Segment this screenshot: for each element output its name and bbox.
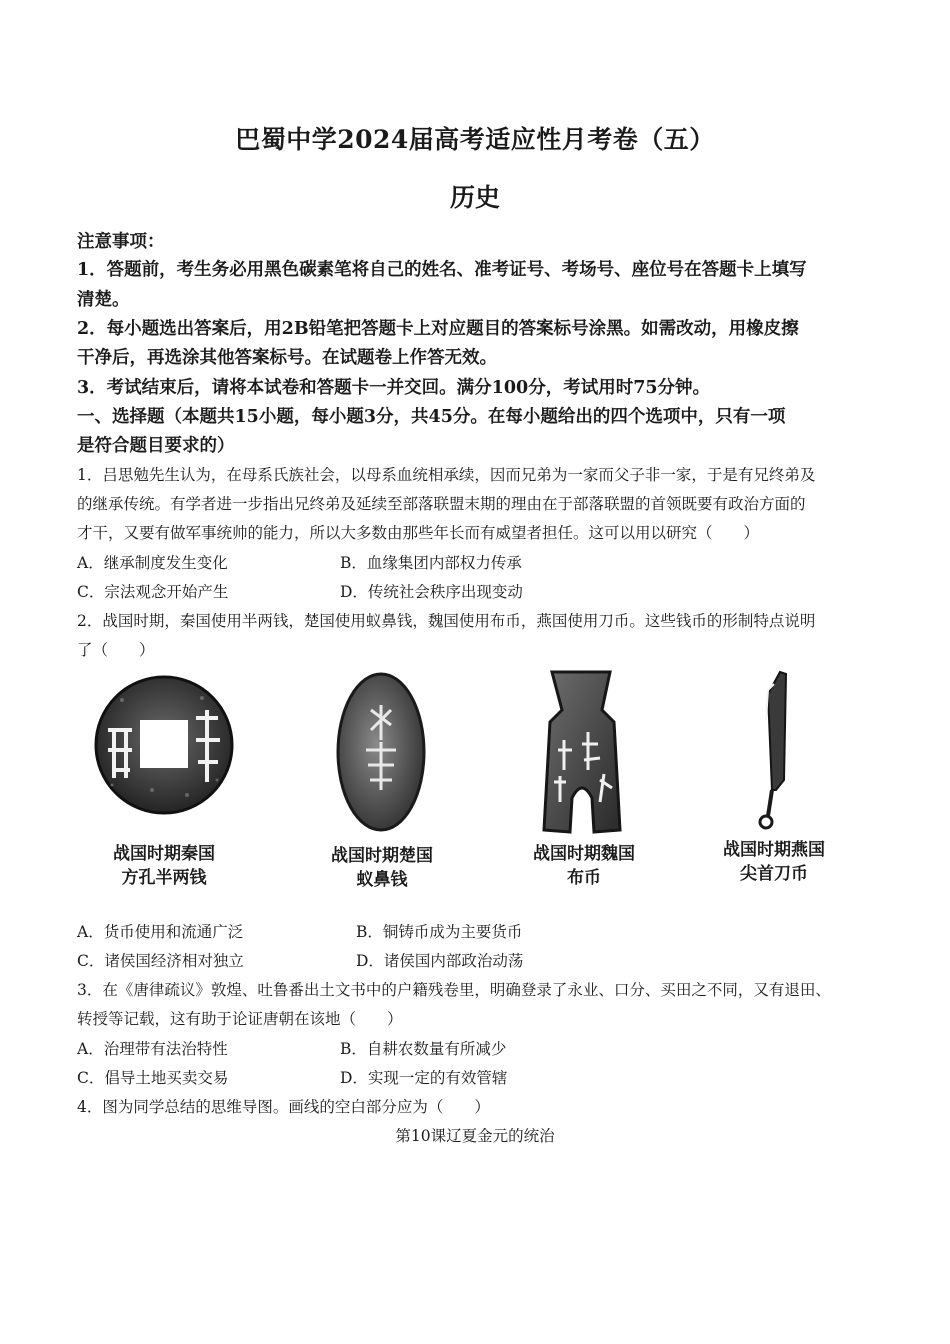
question-1-option-b[interactable]: B．血缘集团内部权力传承: [340, 554, 522, 572]
section-heading: 一、选择题（本题共15小题，每小题3分，共45分。在每小题给出的四个选项中，只有一项: [77, 407, 786, 427]
wei-spade-coin-icon: [532, 670, 632, 836]
question-3-text: 转授等记载，这有助于论证唐朝在该地（ ）: [77, 1010, 403, 1028]
coin-caption: 战国时期魏国 布币: [533, 844, 635, 888]
notice-item-1: 1．答题前，考生务必用黑色碳素笔将自己的姓名、准考证号、考场号、座位号在答题卡上填写: [77, 260, 807, 280]
coin-caption: 战国时期秦国 方孔半两钱: [113, 844, 215, 888]
question-2-option-b[interactable]: B．铜铸币成为主要货币: [356, 923, 523, 941]
question-2-text: 2．战国时期，秦国使用半两钱，楚国使用蚁鼻钱，魏国使用布币，燕国使用刀币。这些钱币的形制特点说明: [77, 612, 816, 630]
qin-banliang-coin-icon: [92, 670, 236, 820]
question-2-option-a[interactable]: A．货币使用和流通广泛: [77, 923, 244, 941]
notice-item-3: 3．考试结束后，请将本试卷和答题卡一并交回。满分100分，考试用时75分钟。: [77, 378, 711, 398]
question-1-option-c[interactable]: C．宗法观念开始产生: [77, 583, 229, 601]
question-1-option-d[interactable]: D．传统社会秩序出现变动: [340, 583, 523, 601]
question-3-option-d[interactable]: D．实现一定的有效管辖: [340, 1069, 508, 1087]
section-heading-cont: 是符合题目要求的）: [77, 436, 235, 456]
question-1-option-a[interactable]: A．继承制度发生变化: [77, 554, 228, 572]
notice-item-2-cont: 干净后，再选涂其他答案标号。在试题卷上作答无效。: [77, 348, 497, 368]
coin-caption: 战国时期楚国 蚁鼻钱: [331, 846, 433, 890]
notice-heading: 注意事项：: [77, 232, 165, 252]
question-3-option-b[interactable]: B．自耕农数量有所减少: [340, 1040, 507, 1058]
coin-caption: 战国时期燕国 尖首刀币: [723, 840, 825, 884]
notice-item-1-cont: 清楚。: [77, 290, 130, 310]
subject-title: 历史: [449, 183, 500, 212]
question-3-option-a[interactable]: A．治理带有法治特性: [77, 1040, 228, 1058]
question-1-text: 的继承传统。有学者进一步指出兄终弟及延续至部落联盟末期的理由在于部落联盟的首领既要有政治方面的: [77, 495, 806, 513]
question-1-text: 才干，又要有做军事统帅的能力，所以大多数由那些年长而有威望者担任。这可以用以研究（ ）: [77, 524, 760, 542]
chu-yibi-coin-icon: [336, 670, 426, 834]
question-1-text: 1．吕思勉先生认为，在母系氏族社会，以母系血统相承续，因而兄弟为一家而父子非一家，于是有兄终弟及: [77, 466, 816, 484]
exam-title: 巴蜀中学2024届高考适应性月考卷（五）: [235, 125, 715, 154]
question-2-text: 了（ ）: [77, 641, 155, 659]
mind-map-caption: 第10课辽夏金元的统治: [395, 1127, 555, 1145]
question-3-option-c[interactable]: C．倡导土地买卖交易: [77, 1069, 229, 1087]
notice-item-2: 2．每小题选出答案后，用2B铅笔把答题卡上对应题目的答案标号涂黑。如需改动，用橡皮擦: [77, 319, 799, 339]
question-2-option-d[interactable]: D．诸侯国内部政治动荡: [356, 952, 524, 970]
yan-knife-coin-icon: [750, 670, 800, 836]
question-4-text: 4．图为同学总结的思维导图。画线的空白部分应为（ ）: [77, 1098, 490, 1116]
question-2-option-c[interactable]: C．诸侯国经济相对独立: [77, 952, 244, 970]
question-3-text: 3．在《唐律疏议》敦煌、吐鲁番出土文书中的户籍残卷里，明确登录了永业、口分、买田之不同，又有退田、: [77, 981, 831, 999]
